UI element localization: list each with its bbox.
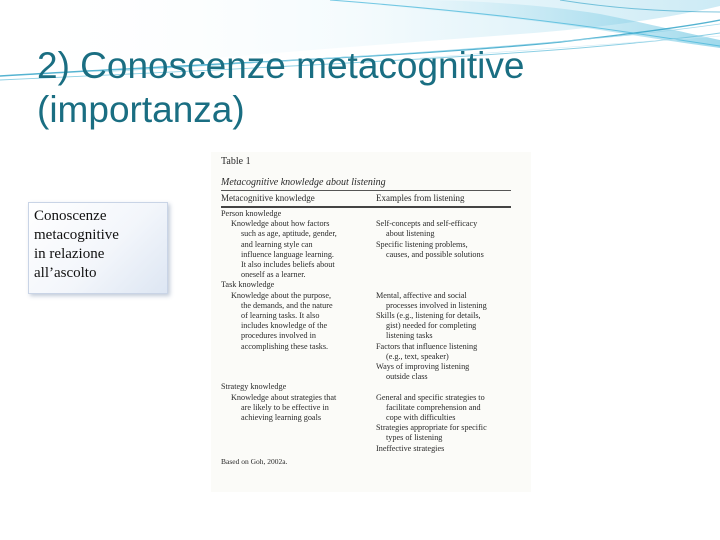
- slide-title-line-1: 2) Conoscenze metacognitive: [37, 45, 525, 86]
- table-col1-header: Metacognitive knowledge: [221, 193, 315, 203]
- table-right-line: about listening: [386, 229, 435, 239]
- table-image: [211, 152, 531, 492]
- table-right-line: processes involved in listening: [386, 300, 487, 310]
- table-right-line: [376, 280, 487, 290]
- table-left-line: of learning tasks. It also: [241, 311, 320, 321]
- table-right-line: Self-concepts and self-efficacy: [376, 219, 478, 229]
- table-right-line: Ineffective strategies: [376, 443, 445, 453]
- table-left-column: [221, 209, 337, 423]
- table-left-line: Person knowledge: [221, 209, 282, 218]
- table-right-line: General and specific strategies to: [376, 392, 485, 402]
- table-right-line: [376, 260, 487, 270]
- table-left-line: [221, 362, 337, 372]
- table-left-line: [221, 352, 337, 362]
- table-right-line: Specific listening problems,: [376, 239, 468, 249]
- table-right-line: [376, 209, 487, 219]
- callout-line-1: Conoscenze: [34, 208, 107, 224]
- table-left-line: oneself as a learner.: [241, 270, 306, 280]
- table-left-line: [221, 372, 337, 382]
- table-right-column: [376, 209, 487, 454]
- table-right-line: cope with difficulties: [386, 413, 456, 423]
- table-right-line: facilitate comprehension and: [386, 402, 481, 412]
- table-right-line: gist) needed for completing: [386, 321, 477, 331]
- table-left-line: achieving learning goals: [241, 413, 322, 423]
- table-left-line: procedures involved in: [241, 331, 317, 341]
- table-left-line: influence language learning.: [241, 249, 334, 259]
- table-right-line: Skills (e.g., listening for details,: [376, 311, 481, 321]
- table-right-line: outside class: [386, 372, 428, 382]
- table-label: Table 1: [221, 156, 251, 167]
- table-right-line: Strategies appropriate for specific: [376, 423, 487, 433]
- callout-line-3: in relazione: [34, 246, 105, 262]
- table-left-line: Task knowledge: [221, 280, 275, 290]
- table-right-line: types of listening: [386, 433, 443, 443]
- table-right-line: causes, and possible solutions: [386, 249, 484, 259]
- slide-title: [37, 44, 697, 132]
- table-left-line: and learning style can: [241, 239, 313, 249]
- callout-box: [28, 202, 168, 294]
- table-left-line: Strategy knowledge: [221, 382, 287, 392]
- table-right-line: [376, 270, 487, 280]
- callout-line-4: all’ascolto: [34, 265, 97, 281]
- table-left-line: includes knowledge of the: [241, 321, 328, 331]
- table-right-line: Ways of improving listening: [376, 362, 470, 372]
- callout-line-2: metacognitive: [34, 227, 119, 243]
- table-left-line: the demands, and the nature: [241, 300, 333, 310]
- table-right-line: listening tasks: [386, 331, 433, 341]
- table-left-line: It also includes beliefs about: [241, 260, 335, 270]
- table-right-line: [376, 382, 487, 392]
- table-right-line: (e.g., text, speaker): [386, 351, 449, 361]
- table-left-line: are likely to be effective in: [241, 402, 329, 412]
- table-left-line: Knowledge about the purpose,: [231, 290, 332, 300]
- table-header-rule: [221, 206, 511, 208]
- table-left-line: such as age, aptitude, gender,: [241, 229, 337, 239]
- table-right-line: Factors that influence listening: [376, 341, 478, 351]
- table-right-line: Mental, affective and social: [376, 290, 467, 300]
- table-left-line: Knowledge about strategies that: [231, 392, 337, 402]
- slide-title-line-2: (importanza): [37, 89, 245, 130]
- table-left-line: Knowledge about how factors: [231, 219, 330, 229]
- table-col2-header: Examples from listening: [376, 193, 465, 203]
- table-caption: Metacognitive knowledge about listening: [221, 177, 386, 188]
- table-left-line: accomplishing these tasks.: [241, 341, 329, 351]
- table-top-rule: [221, 190, 511, 191]
- table-source: Based on Goh, 2002a.: [221, 457, 288, 466]
